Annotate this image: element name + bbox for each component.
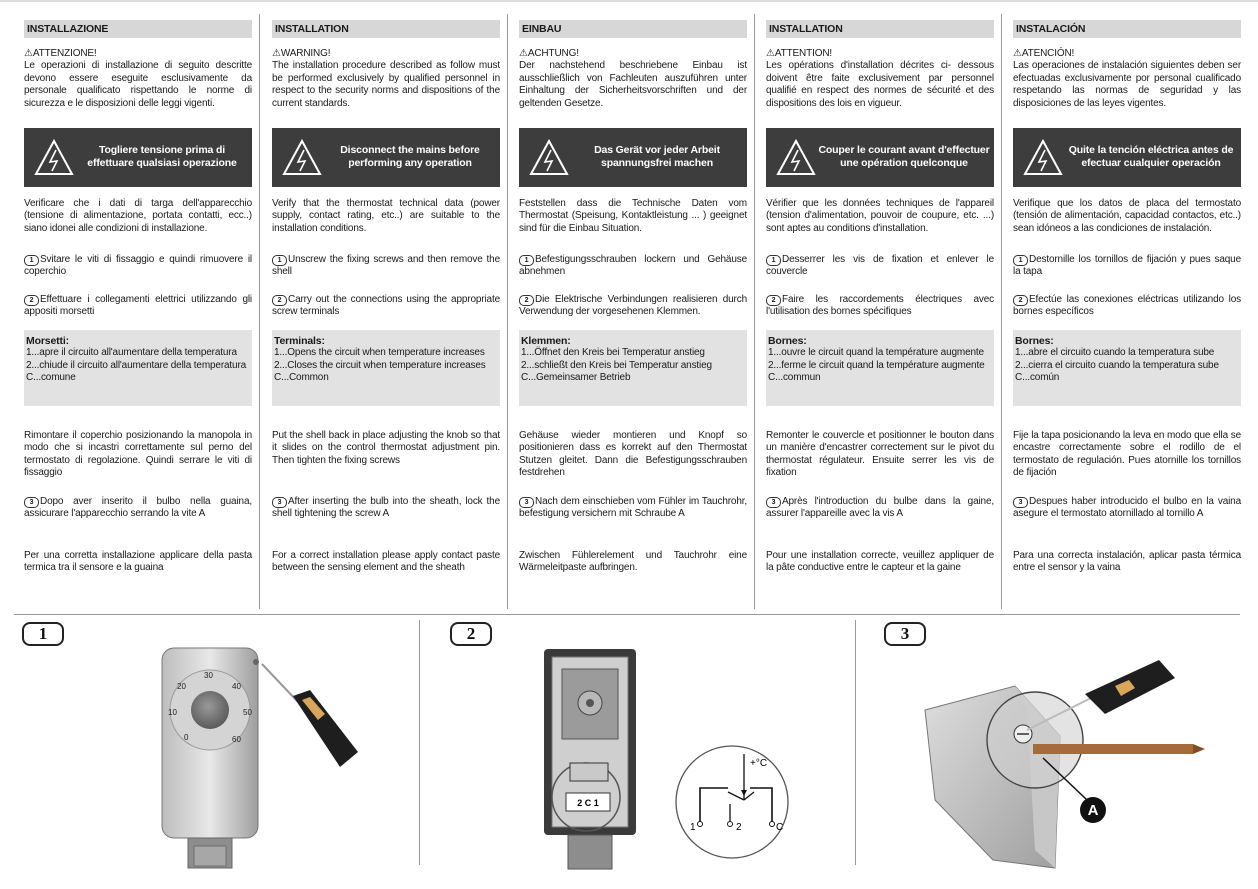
- terminal-1: 1...apre il circuito all'aumentare della temperatura: [26, 347, 237, 359]
- step3-text: 3 Nach dem einschieben vom Fühler im Tauchrohr, befestigung versichern mit Schraube A: [519, 496, 747, 520]
- step2-icon: 2: [24, 295, 39, 306]
- dial-number: 20: [177, 682, 186, 691]
- step2-text: 2 Faire les raccordements électriques avec l'utilisation des bornes spécifiques: [766, 294, 994, 318]
- high-voltage-icon: [529, 138, 569, 178]
- danger-box-text: Das Gerät vor jeder Arbeit spannungsfrei machen: [594, 144, 720, 169]
- figure-thermostat-open: [540, 645, 650, 871]
- step1-icon: 1: [1013, 255, 1028, 266]
- warning-title: WARNING!: [280, 48, 331, 59]
- verify-text: Verifique que los datos de placa del termostato (tensión de alimentación, capacidad contactos, etc..) sean idóneos a las condiciones de instalación.: [1013, 198, 1241, 234]
- terminals-block: [1013, 330, 1241, 406]
- terminal-c: C...Common: [274, 372, 329, 384]
- contact-2-label: 2: [736, 822, 742, 833]
- step1-text: 1 Destornille los tornillos de fijación y pues saque la tapa: [1013, 254, 1241, 278]
- step1-icon: 1: [766, 255, 781, 266]
- terminals-title: Terminals:: [274, 335, 325, 347]
- terminals-title: Klemmen:: [521, 335, 571, 347]
- terminal-c: C...Gemeinsamer Betrieb: [521, 372, 631, 384]
- warning-title: ATTENTION!: [774, 48, 833, 59]
- dial-number: 30: [204, 671, 213, 680]
- warning-triangle-icon: ⚠: [24, 48, 33, 59]
- terminals-block: [272, 330, 500, 406]
- paste-text: Pour une installation correcte, veuillez appliquer de la pâte conductive entre le capteur et la gaine: [766, 550, 994, 574]
- supply-label: +°C: [750, 758, 768, 769]
- terminal-strip-label: 2 C 1: [577, 798, 599, 808]
- screw-a-callout: A: [1087, 802, 1099, 819]
- dial-number: 0: [184, 733, 189, 742]
- verify-text: Vérifier que les données techniques de l'appareil (tension d'alimentation, pouvoir de coupure, etc. ...) sont aptes au conditions d'installation.: [766, 198, 994, 234]
- terminals-block: [24, 330, 252, 406]
- step3-icon: 3: [766, 497, 781, 508]
- step3-icon: 3: [1013, 497, 1028, 508]
- verify-text: Verificare che i dati di targa dell'apparecchio (tensione di alimentazione, portata contatti, ecc..) siano idonei alle condizioni di installazione.: [24, 198, 252, 234]
- terminal-1: 1...abre el circuito cuando la temperatura sube: [1015, 347, 1215, 359]
- step2-text: 2 Effettuare i collegamenti elettrici utilizzando gli appositi morsetti: [24, 294, 252, 318]
- column-header: INSTALLAZIONE: [24, 20, 252, 38]
- warning-title: ACHTUNG!: [527, 48, 579, 59]
- terminal-c: C...común: [1015, 372, 1060, 384]
- reassemble-text: Fije la tapa posicionando la leva en modo que ella se encastre correctamente sobre el rodillo de el termostato de regulación. Pues atornille los tornillos de fijación: [1013, 430, 1241, 479]
- wiring-schematic: [670, 740, 795, 862]
- contact-1-label: 1: [690, 822, 696, 833]
- terminal-c: C...commun: [768, 372, 821, 384]
- step3-text: 3 Despues haber introducido el bulbo en la vaina asegure el termostato atornillado al tornillo A: [1013, 496, 1241, 520]
- warning-text: The installation procedure described as follow must be performed exclusively by qualified personnel in respect to the security norms and dispositions of the current standards.: [272, 60, 500, 109]
- step1-icon: 1: [519, 255, 534, 266]
- column-divider: [754, 14, 755, 609]
- step2-icon: 2: [766, 295, 781, 306]
- step-badge-2: 2: [450, 622, 492, 646]
- step-badge-1: 1: [22, 622, 64, 646]
- step1-icon: 1: [272, 255, 287, 266]
- paste-text: Per una corretta installazione applicare della pasta termica tra il sensore e la guaina: [24, 550, 252, 574]
- step3-text: 3 Après l'introduction du bulbe dans la gaine, assurer l'appareille avec la vis A: [766, 496, 994, 520]
- danger-box-text: Couper le courant avant d'effectuer une opération quelconque: [818, 144, 990, 169]
- terminal-2: 2...Closes the circuit when temperature increases: [274, 359, 486, 371]
- column-header: EINBAU: [519, 20, 747, 38]
- warning-block: [272, 48, 500, 110]
- warning-text: Der nachstehend beschriebene Einbau ist ausschließlich von Fachleuten auszuführen unter Einhaltung der Sicherheitsvorschriften und der geltenden Gesetze.: [519, 60, 747, 109]
- step1-text: 1 Svitare le viti di fissaggio e quindi rimuovere il coperchio: [24, 254, 252, 278]
- reassemble-text: Remonter le couvercle et positionner le bouton dans un manière d'encastrer correctement sur le pivot du thermostat régulateur. Ensuite serrer les vis de fixation: [766, 430, 994, 479]
- step2-icon: 2: [1013, 295, 1028, 306]
- language-column-de: [519, 20, 747, 608]
- high-voltage-icon: [282, 138, 322, 178]
- danger-box: [766, 128, 994, 187]
- paste-text: Zwischen Fühlerelement und Tauchrohr eine Wärmeleitpaste aufbringen.: [519, 550, 747, 574]
- dial-number: 40: [232, 682, 241, 691]
- warning-text: Les opérations d'installation décrites ci- dessous doivent être faite exclusivement par personnel qualifié en respect des normes de sécurité et des dispositions des lois en vigueur.: [766, 60, 994, 109]
- warning-triangle-icon: ⚠: [1013, 48, 1022, 59]
- high-voltage-icon: [776, 138, 816, 178]
- terminal-2: 2...ferme le circuit quand la température augmente: [768, 359, 985, 371]
- danger-box-text: Togliere tensione prima di effettuare qualsiasi operazione: [87, 144, 237, 169]
- reassemble-text: Rimontare il coperchio posizionando la manopola in modo che si incastri correttamente sul perno del termostato di regolazione. Quindi serrare le viti di fissaggio: [24, 430, 252, 479]
- terminal-2: 2...schließt den Kreis bei Temperatur anstieg: [521, 359, 712, 371]
- high-voltage-icon: [1023, 138, 1063, 178]
- step3-icon: 3: [519, 497, 534, 508]
- warning-text: Le operazioni di installazione di seguito descritte devono essere eseguite esclusivamente da personale qualificato rispettando le norme di sicurezza e le disposizioni delle leggi vigenti.: [24, 60, 252, 109]
- column-divider: [1001, 14, 1002, 609]
- language-column-it: [24, 20, 252, 608]
- paste-text: Para una correcta instalación, aplicar pasta térmica entre el sensor y la vaina: [1013, 550, 1241, 574]
- terminal-1: 1...Öffnet den Kreis bei Temperatur anstieg: [521, 347, 705, 359]
- danger-box: [272, 128, 500, 187]
- figure-sheath-mounting: [915, 650, 1215, 872]
- terminal-2: 2...chiude il circuito all'aumentare della temperatura: [26, 359, 247, 371]
- step3-text: 3 Dopo aver inserito il bulbo nella guaina, assicurare l'apparecchio serrando la vite A: [24, 496, 252, 520]
- terminals-title: Morsetti:: [26, 335, 69, 347]
- danger-box: [519, 128, 747, 187]
- step2-icon: 2: [519, 295, 534, 306]
- step3-icon: 3: [24, 497, 39, 508]
- terminals-title: Bornes:: [768, 335, 807, 347]
- reassemble-text: Gehäuse wieder montieren und Knopf so positionieren dass es korrekt auf den Thermostat Stutzen gleitet. Dann die Befestigungsschrauben festdrehen: [519, 430, 747, 479]
- terminals-block: [519, 330, 747, 406]
- warning-triangle-icon: ⚠: [519, 48, 528, 59]
- warning-block: [519, 48, 747, 110]
- column-divider: [507, 14, 508, 609]
- figure-thermostat-front: [150, 642, 370, 874]
- language-column-es: [1013, 20, 1241, 608]
- step1-icon: 1: [24, 255, 39, 266]
- step2-text: 2 Carry out the connections using the appropriate screw terminals: [272, 294, 500, 318]
- terminals-title: Bornes:: [1015, 335, 1054, 347]
- danger-box: [1013, 128, 1241, 187]
- language-column-fr: [766, 20, 994, 608]
- step2-text: 2 Efectúe las conexiones eléctricas utilizando los bornes específicos: [1013, 294, 1241, 318]
- step1-text: 1 Befestigungsschrauben lockern und Gehäuse abnehmen: [519, 254, 747, 278]
- high-voltage-icon: [34, 138, 74, 178]
- warning-title: ATENCIÓN!: [1021, 48, 1075, 59]
- column-header: INSTALLATION: [272, 20, 500, 38]
- danger-box-text: Disconnect the mains before performing any operation: [340, 144, 480, 169]
- warning-block: [24, 48, 252, 110]
- column-header: INSTALACIÓN: [1013, 20, 1241, 38]
- warning-block: [1013, 48, 1241, 110]
- step1-text: 1 Unscrew the fixing screws and then remove the shell: [272, 254, 500, 278]
- section-divider: [14, 614, 1240, 615]
- warning-triangle-icon: ⚠: [272, 48, 281, 59]
- warning-triangle-icon: ⚠: [766, 48, 775, 59]
- contact-c-label: C: [776, 822, 784, 833]
- warning-title: ATTENZIONE!: [32, 48, 97, 59]
- terminal-1: 1...Opens the circuit when temperature increases: [274, 347, 485, 359]
- figure-divider: [419, 620, 420, 865]
- reassemble-text: Put the shell back in place adjusting the knob so that it slides on the control thermostat adjustment pin. Then tighten the fixing screws: [272, 430, 500, 466]
- verify-text: Verify that the thermostat technical data (power supply, contact rating, etc..) are suitable to the installation conditions.: [272, 198, 500, 234]
- dial-number: 10: [168, 708, 177, 717]
- terminal-1: 1...ouvre le circuit quand la température augmente: [768, 347, 984, 359]
- step-badge-3: 3: [884, 622, 926, 646]
- language-column-en: [272, 20, 500, 608]
- figure-divider: [855, 620, 856, 865]
- terminal-c: C...comune: [26, 372, 76, 384]
- column-divider: [259, 14, 260, 609]
- step2-icon: 2: [272, 295, 287, 306]
- warning-block: [766, 48, 994, 110]
- step3-text: 3 After inserting the bulb into the sheath, lock the shell tightening the screw A: [272, 496, 500, 520]
- step1-text: 1 Desserrer les vis de fixation et enlever le couvercle: [766, 254, 994, 278]
- step3-icon: 3: [272, 497, 287, 508]
- terminal-2: 2...cierra el circuito cuando la temperatura sube: [1015, 359, 1219, 371]
- step2-text: 2 Die Elektrische Verbindungen realisieren durch Verwendung der vorgesehenen Klemmen.: [519, 294, 747, 318]
- terminals-block: [766, 330, 994, 406]
- top-rule: [0, 0, 1258, 2]
- dial-number: 50: [243, 708, 252, 717]
- danger-box: [24, 128, 252, 187]
- warning-text: Las operaciones de instalación siguientes deben ser efectuadas exclusivamente por personal cualificado respetando las normas de seguridad y las disposiciones de las leyes vigentes.: [1013, 60, 1241, 109]
- danger-box-text: Quite la tención eléctrica antes de efectuar cualquier operación: [1068, 144, 1234, 169]
- paste-text: For a correct installation please apply contact paste between the sensing element and the sheath: [272, 550, 500, 574]
- verify-text: Feststellen dass die Technische Daten vom Thermostat (Speisung, Kontaktleistung ... ) geeignet sind für die Einbau Situation.: [519, 198, 747, 234]
- dial-number: 60: [232, 735, 241, 744]
- column-header: INSTALLATION: [766, 20, 994, 38]
